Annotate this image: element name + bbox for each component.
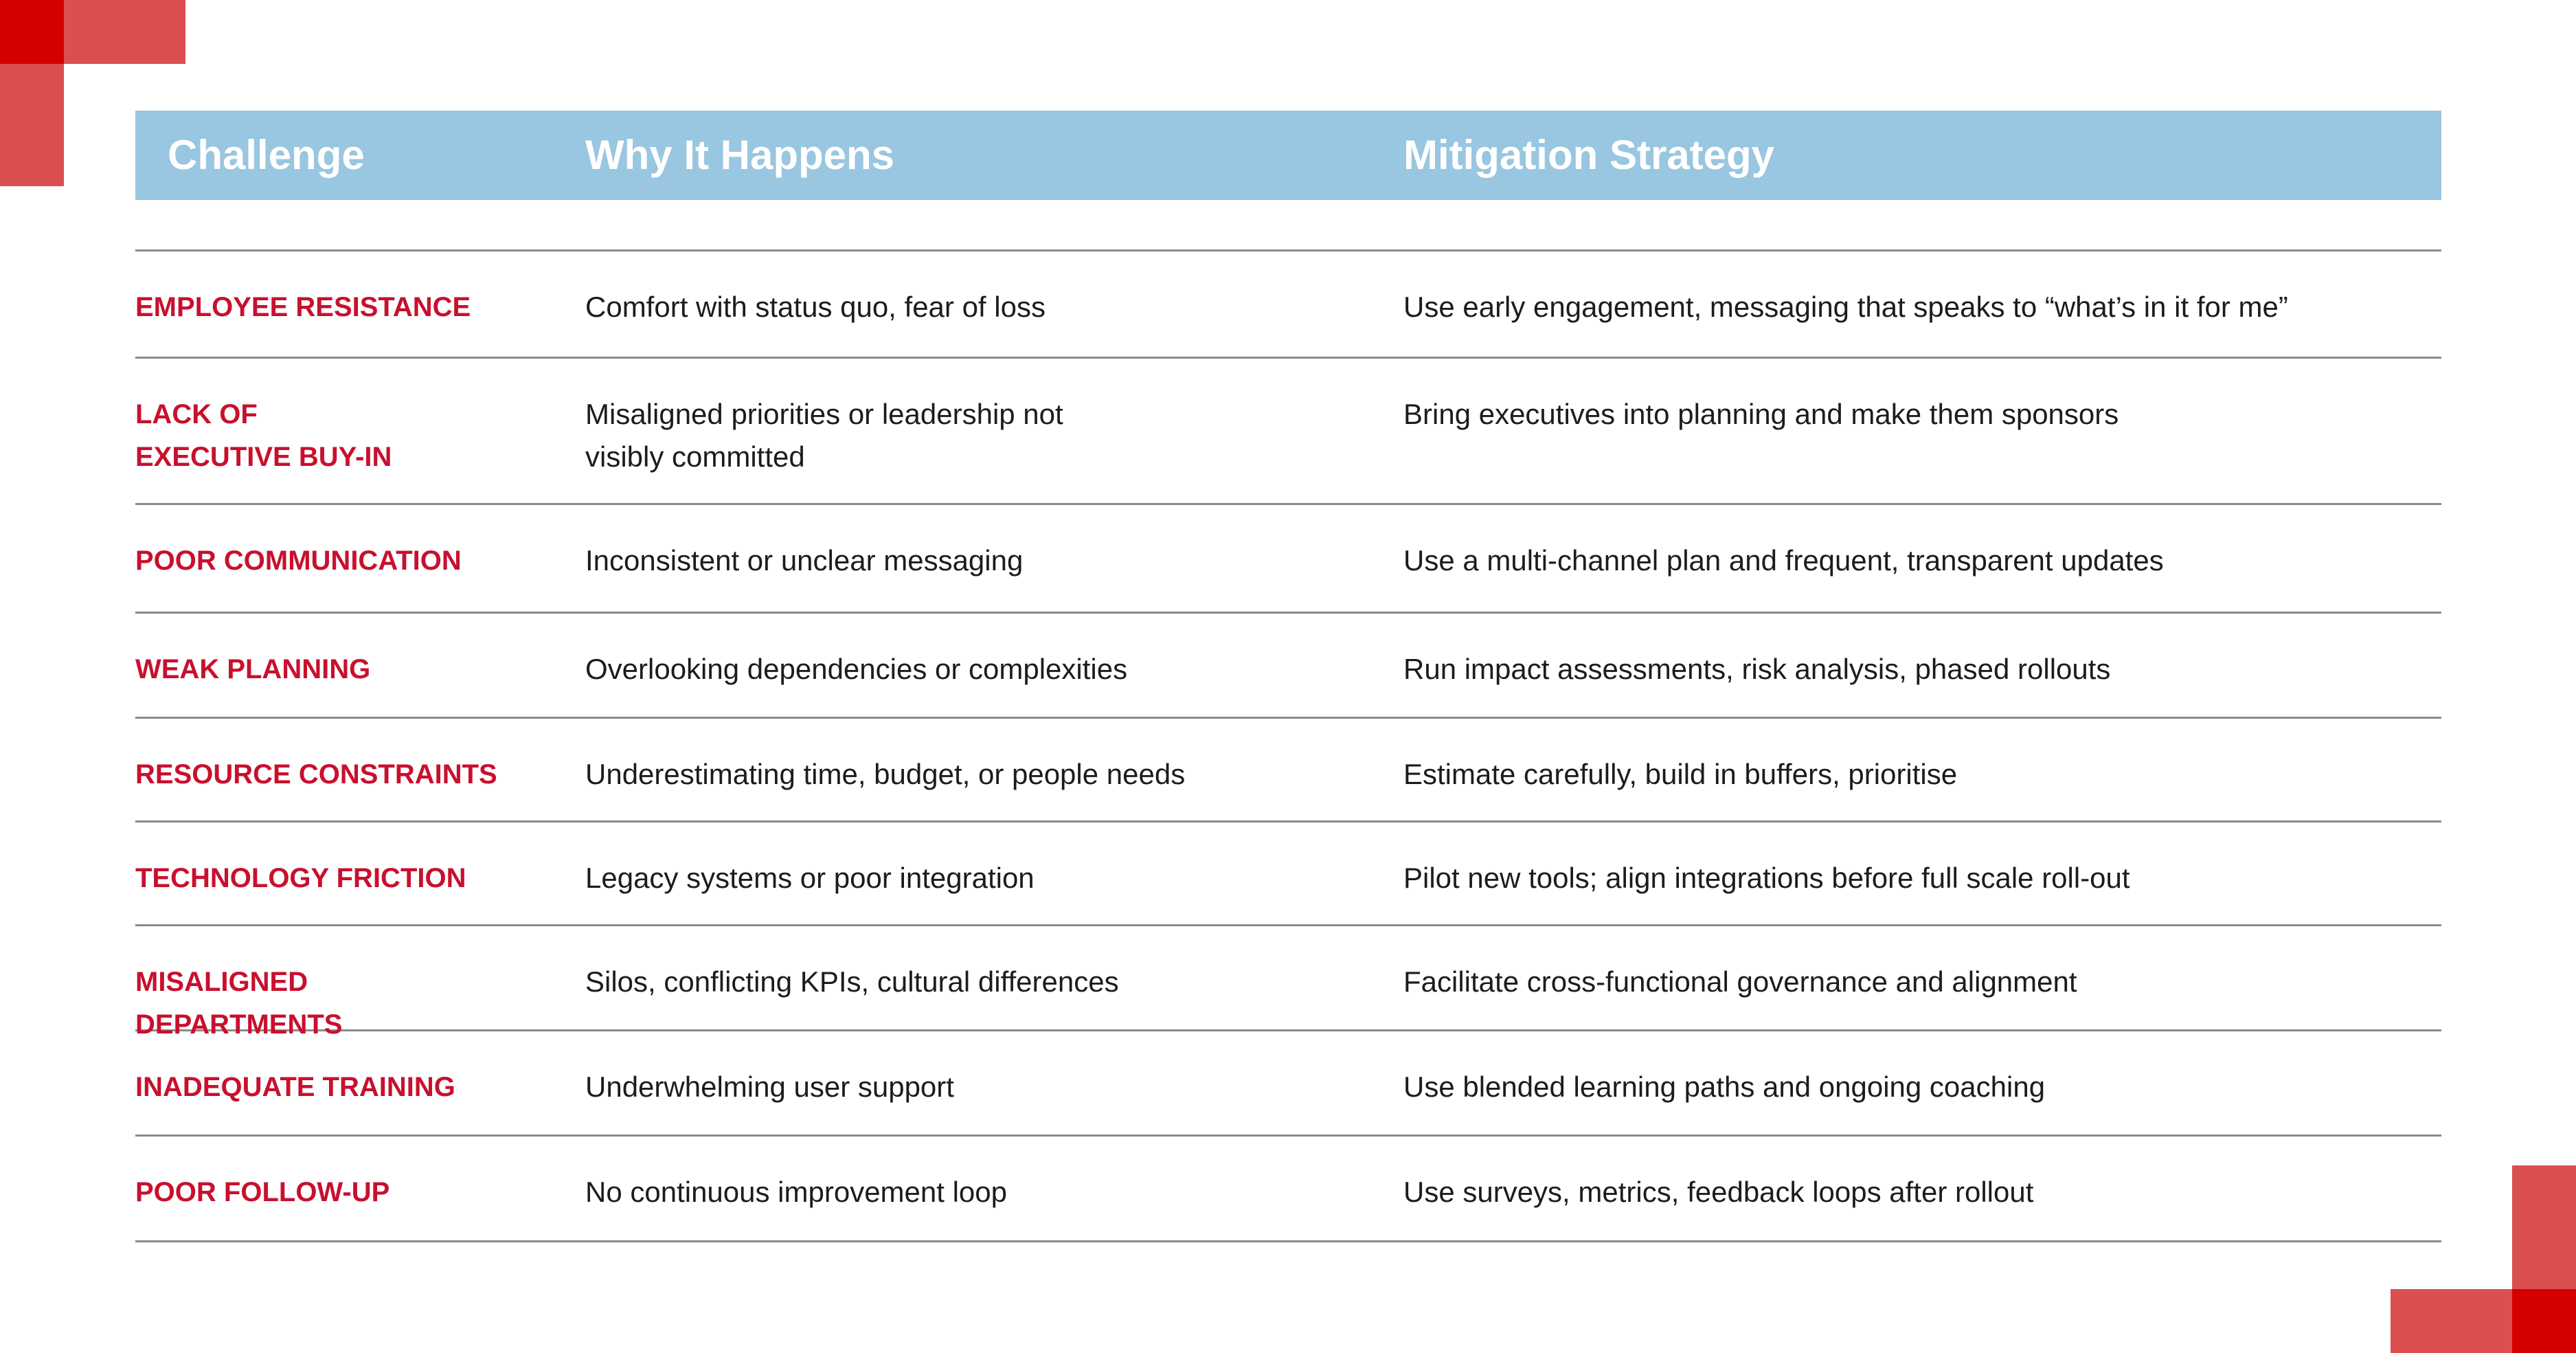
table-header xyxy=(135,111,2441,200)
column-header-why: Why It Happens xyxy=(585,132,895,178)
why-cell: Comfort with status quo, fear of loss xyxy=(585,291,1046,323)
why-cell: Legacy systems or poor integration xyxy=(585,862,1035,894)
challenge-cell: RESOURCE CONSTRAINTS xyxy=(135,759,497,790)
why-cell: Silos, conflicting KPIs, cultural differences xyxy=(585,965,1119,998)
mitigation-cell: Run impact assessments, risk analysis, phased rollouts xyxy=(1403,653,2111,685)
column-header-challenge: Challenge xyxy=(168,132,365,178)
corner-decoration-square xyxy=(2512,1289,2576,1353)
table-row xyxy=(135,1031,2441,1137)
table-row xyxy=(135,926,2441,1040)
challenge-cell: LACK OF EXECUTIVE BUY-IN xyxy=(135,399,392,472)
challenge-cell: POOR COMMUNICATION xyxy=(135,546,462,576)
challenge-cell: MISALIGNED DEPARTMENTS xyxy=(135,967,343,1040)
mitigation-cell: Use surveys, metrics, feedback loops after rollout xyxy=(1403,1176,2034,1208)
column-header-mitigation: Mitigation Strategy xyxy=(1403,132,1775,178)
challenges-table xyxy=(135,111,2441,1208)
why-cell: Inconsistent or unclear messaging xyxy=(585,544,1024,577)
table-row xyxy=(135,823,2441,926)
why-cell: Overlooking dependencies or complexities xyxy=(585,653,1128,685)
table-row xyxy=(135,1137,2441,1242)
mitigation-cell: Facilitate cross-functional governance and alignment xyxy=(1403,965,2077,998)
mitigation-cell: Bring executives into planning and make them sponsors xyxy=(1403,398,2119,430)
challenge-cell: EMPLOYEE RESISTANCE xyxy=(135,292,471,322)
table-row xyxy=(135,614,2441,719)
why-cell: Underwhelming user support xyxy=(585,1071,954,1103)
corner-decoration-square xyxy=(0,0,64,64)
mitigation-cell: Estimate carefully, build in buffers, prioritise xyxy=(1403,758,1958,790)
why-cell: Misaligned priorities or leadership not visibly committed xyxy=(585,398,1063,473)
mitigation-cell: Use blended learning paths and ongoing coaching xyxy=(1403,1071,2046,1103)
table-row xyxy=(135,251,2441,359)
table-row xyxy=(135,505,2441,614)
challenge-cell: WEAK PLANNING xyxy=(135,654,371,684)
challenge-cell: TECHNOLOGY FRICTION xyxy=(135,863,466,893)
table-row xyxy=(135,359,2441,505)
mitigation-cell: Pilot new tools; align integrations before full scale roll-out xyxy=(1403,862,2130,894)
why-cell: No continuous improvement loop xyxy=(585,1176,1008,1208)
table-row xyxy=(135,719,2441,823)
table-body xyxy=(135,249,2441,1242)
challenge-cell: POOR FOLLOW-UP xyxy=(135,1177,390,1207)
challenge-cell: INADEQUATE TRAINING xyxy=(135,1072,455,1102)
mitigation-cell: Use a multi-channel plan and frequent, transparent updates xyxy=(1403,544,2164,577)
mitigation-cell: Use early engagement, messaging that speaks to “what’s in it for me” xyxy=(1403,291,2288,323)
why-cell: Underestimating time, budget, or people needs xyxy=(585,758,1186,790)
